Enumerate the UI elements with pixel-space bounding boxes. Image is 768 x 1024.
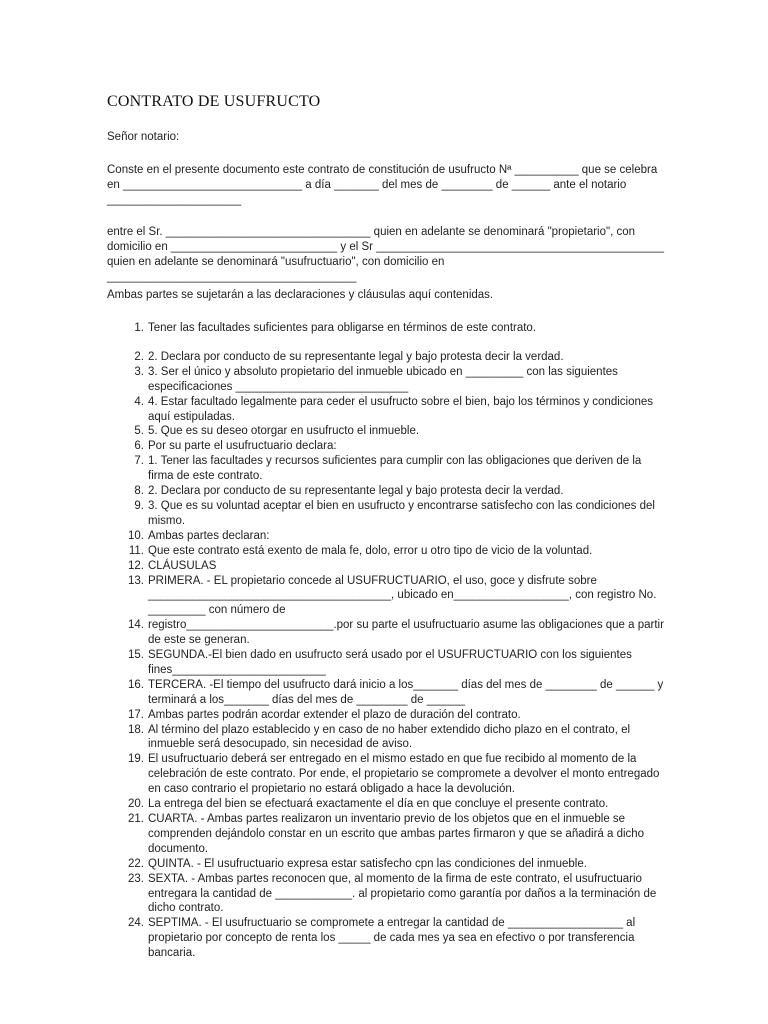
- list-item: [107, 916, 667, 961]
- list-item-number: 8.: [134, 485, 144, 498]
- list-item-text: Por su parte el usufructuario declara:: [148, 440, 337, 453]
- list-item-text: 5. Que es su deseo otorgar en usufructo el inmueble.: [148, 425, 420, 438]
- list-item: [107, 395, 667, 425]
- list-item-number: 9.: [134, 499, 144, 512]
- list-item-text: 3. Ser el único y absoluto propietario del inmueble ubicado en _________ con las siguientes especificaciones ___________________________: [148, 365, 618, 393]
- list-item-number: 22.: [128, 857, 144, 870]
- list-item-text: El usufructuario deberá ser entregado en el mismo estado en que fue recibido al momento de la celebración de este contrato. Por ende, el propietario se compromete a devolver el monto entregado en caso contrario el propietario no estará obligado a hace la devolución.: [148, 753, 660, 796]
- clause-list: [107, 321, 667, 961]
- list-item: [107, 365, 667, 395]
- list-item-number: 14.: [128, 619, 144, 632]
- list-item-number: 10.: [128, 529, 144, 542]
- salutation: Señor notario:: [107, 131, 180, 143]
- list-item-number: 15.: [128, 649, 144, 662]
- list-item-number: 13.: [128, 574, 144, 587]
- list-item-text: La entrega del bien se efectuará exactamente el día en que concluye el presente contrato.: [148, 798, 609, 811]
- list-item: [107, 574, 667, 619]
- list-item: [107, 678, 667, 708]
- list-item-number: 19.: [128, 753, 144, 766]
- list-item-text: TERCERA. -El tiempo del usufructo dará inicio a los_______ días del mes de ________ de ______ y terminará a los_______ días del mes de ________ de ______: [148, 678, 664, 706]
- list-item: [107, 618, 667, 648]
- list-item-text: CLÁUSULAS: [148, 559, 217, 572]
- list-item-text: SEPTIMA. - El usufructuario se compromete a entregar la cantidad de __________________ al propietario por concepto de renta los _____ de cada mes ya sea en efectivo o por transferencia bancaria.: [148, 917, 636, 960]
- list-item: [107, 872, 667, 917]
- list-item-text: registro_______________________.por su parte el usufructuario asume las obligaciones que a partir de este se generan.: [148, 619, 664, 647]
- list-item-number: 12.: [128, 559, 144, 572]
- list-item-number: 20.: [128, 798, 144, 811]
- list-item: [107, 559, 667, 574]
- list-item-number: 4.: [134, 395, 144, 408]
- list-item: [107, 648, 667, 678]
- list-item: [107, 321, 667, 336]
- list-item: [107, 723, 667, 753]
- list-item-text: Ambas partes declaran:: [148, 529, 270, 542]
- list-item-number: 3.: [134, 365, 144, 378]
- list-item-number: 11.: [128, 544, 144, 557]
- list-item: [107, 812, 667, 857]
- list-item-text: 4. Estar facultado legalmente para ceder el usufructo sobre el bien, bajo los términos y condiciones aquí estipuladas.: [148, 395, 654, 423]
- list-item: [107, 499, 667, 529]
- list-item-number: 18.: [128, 723, 144, 736]
- list-item-text: Al término del plazo establecido y en caso de no haber extendido dicho plazo en el contrato, el inmueble será desocupado, sin necesidad de aviso.: [148, 723, 631, 751]
- list-item: [107, 454, 667, 484]
- list-item: [107, 529, 667, 544]
- list-item-text: QUINTA. - El usufructuario expresa estar satisfecho cpn las condiciones del inmueble.: [148, 857, 587, 870]
- document-title: CONTRATO DE USUFRUCTO: [107, 93, 321, 110]
- list-item-text: Tener las facultades suficientes para obligarse en términos de este contrato.: [148, 322, 537, 334]
- list-item-number: 2.: [134, 350, 144, 363]
- list-item: [107, 350, 667, 365]
- list-item-number: 21.: [128, 813, 144, 825]
- list-item: [107, 857, 667, 872]
- list-item-number: 5.: [134, 425, 144, 438]
- intro-paragraph: Conste en el presente documento este contrato de constitución de usufructo Nª __________ que se celebra en ____________________________ a día _______ del mes de ________ de ______ ante el notario _____________________: [107, 164, 658, 206]
- list-item-number: 1.: [134, 322, 144, 334]
- list-item-text: 1. Tener las facultades y recursos suficientes para cumplir con las obligaciones que deriven de la firma de este contrato.: [148, 455, 642, 483]
- agreement-paragraph: Ambas partes se sujetarán a las declaraciones y cláusulas aquí contenidas.: [107, 289, 494, 301]
- list-item-text: 2. Declara por conducto de su representante legal y bajo protesta decir la verdad.: [148, 350, 564, 363]
- list-item-text: PRIMERA. - EL propietario concede al USUFRUCTUARIO, el uso, goce y disfrute sobre ______________________________________, ubicado en__________________, con registro No. _________ con número de: [148, 574, 657, 617]
- list-item-number: 6.: [134, 440, 144, 453]
- list-item-number: 17.: [128, 708, 144, 721]
- list-item: [107, 544, 667, 559]
- list-item: [107, 752, 667, 797]
- list-item-number: 7.: [134, 455, 144, 468]
- list-item: [107, 484, 667, 499]
- list-item-text: Que este contrato está exento de mala fe, dolo, error u otro tipo de vicio de la voluntad.: [148, 544, 593, 557]
- list-item: [107, 797, 667, 812]
- list-item: [107, 424, 667, 439]
- parties-paragraph: entre el Sr. ________________________________ quien en adelante se denominará "propietario", con domicilio en __________________________ y el Sr _____________________________________________ quien en adelante se denominará "usufructuario", con domicilio en _______________________________________: [107, 226, 664, 283]
- list-item: [107, 708, 667, 723]
- list-item-text: 3. Que es su voluntad aceptar el bien en usufructo y encontrarse satisfecho con las condiciones del mismo.: [148, 499, 655, 527]
- list-item-text: SEGUNDA.-El bien dado en usufructo será usado por el USUFRUCTUARIO con los siguientes fines________________________: [148, 649, 632, 676]
- list-item-text: 2. Declara por conducto de su representante legal y bajo protesta decir la verdad.: [148, 485, 564, 498]
- list-item-text: CUARTA. - Ambas partes realizaron un inventario previo de los objetos que en el inmueble se comprenden dejándolo constar en un escrito que ambas partes firmaron y que se añadirá a dicho documento.: [148, 813, 645, 855]
- list-item-text: Ambas partes podrán acordar extender el plazo de duración del contrato.: [148, 708, 521, 721]
- list-item-text: SEXTA. - Ambas partes reconocen que, al momento de la firma de este contrato, el usufructuario entregara la cantidad de ____________. al propietario como garantía por daños a la terminación de dicho contrato.: [148, 872, 657, 915]
- list-item-number: 23.: [128, 872, 144, 885]
- list-item: [107, 439, 667, 454]
- list-item-number: 16.: [128, 678, 144, 691]
- list-item-number: 24.: [128, 917, 144, 930]
